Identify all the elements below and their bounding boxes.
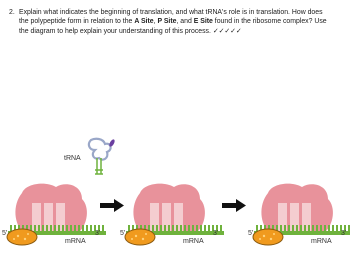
ribosome-stage-3: [253, 184, 350, 245]
arrow-right-icon: [222, 199, 246, 212]
three-prime-label: 3': [95, 230, 101, 237]
site-a-label: A Site: [134, 18, 154, 26]
mrna-label: mRNA: [183, 238, 204, 245]
separator-2: , and: [176, 18, 194, 26]
separator-1: ,: [153, 18, 158, 26]
question-number: 2.: [9, 9, 15, 16]
question-part2: found in the ribosome complex? Use the diagram to help explain your understanding of this process.: [19, 18, 327, 35]
five-prime-label: 5': [2, 230, 8, 237]
five-prime-label: 5': [248, 230, 254, 237]
site-e-label: E Site: [193, 18, 213, 26]
site-p-label: P Site: [157, 18, 177, 26]
trna-molecule: [89, 139, 116, 174]
three-prime-label: 3': [341, 230, 347, 237]
ribosome-stage-2: [125, 184, 224, 245]
five-prime-label: 5': [120, 230, 126, 237]
arrow-right-icon: [100, 199, 124, 212]
ribosome-stage-1: [7, 184, 106, 245]
mrna-label: mRNA: [65, 238, 86, 245]
three-prime-label: 3': [213, 230, 219, 237]
trna-label: tRNA: [64, 155, 81, 162]
mrna-label: mRNA: [311, 238, 332, 245]
question-part1: Explain what indicates the beginning of translation, and what tRNA's role is in translation. How does the polypeptide form in relation to the: [19, 9, 323, 26]
check-marks: ✓✓✓✓✓: [212, 27, 242, 35]
